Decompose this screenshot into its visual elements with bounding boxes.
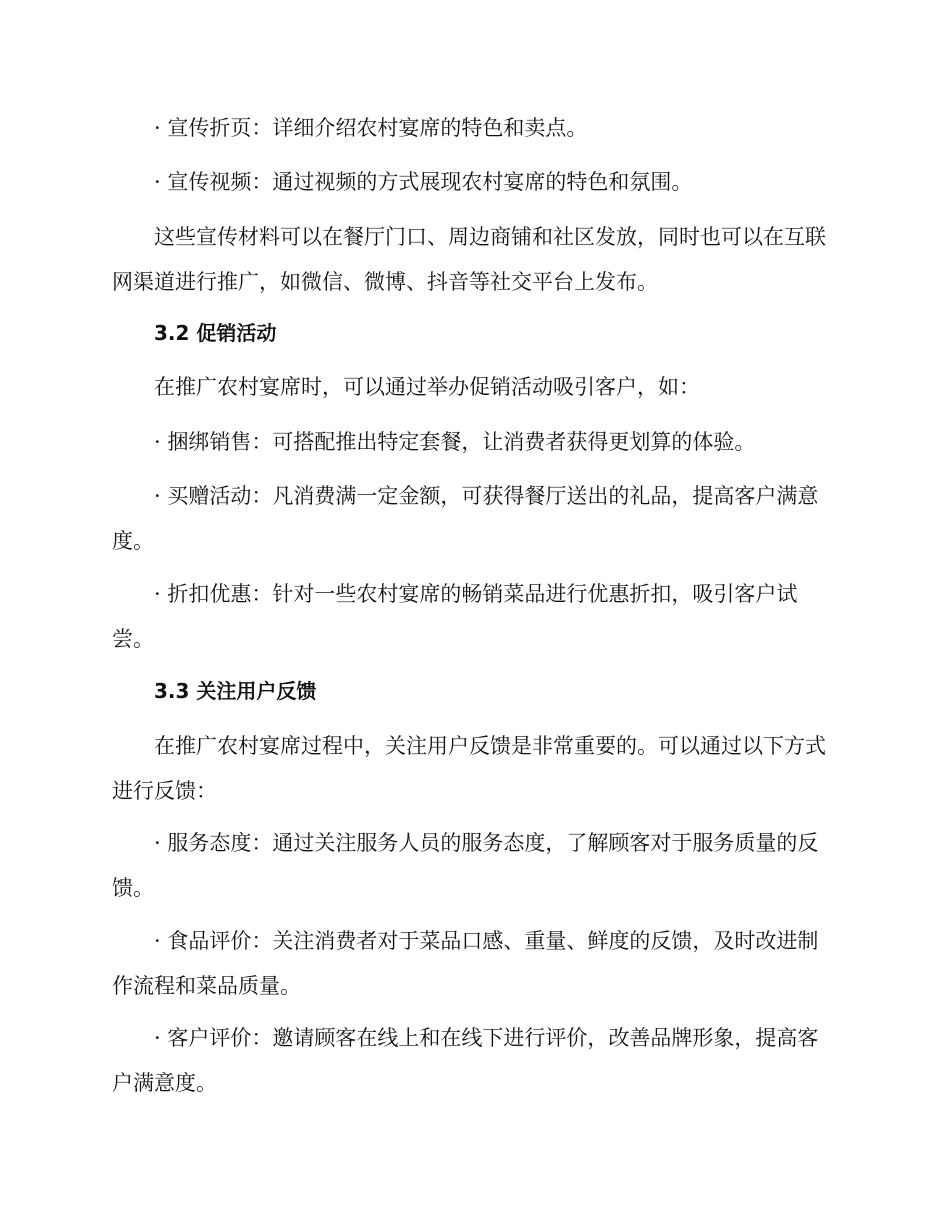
bullet-service-attitude: · 服务态度：通过关注服务人员的服务态度，了解顾客对于服务质量的反馈。	[112, 831, 819, 900]
section-heading-3-3: 3.3 关注用户反馈	[154, 679, 317, 703]
paragraph-feedback-intro: 在推广农村宴席过程中，关注用户反馈是非常重要的。可以通过以下方式进行反馈：	[112, 734, 826, 803]
bullet-promo-video: · 宣传视频：通过视频的方式展现农村宴席的特色和氛围。	[154, 170, 693, 194]
bullet-gift-offer: · 买赠活动：凡消费满一定金额，可获得餐厅送出的礼品，提高客户满意度。	[112, 484, 819, 553]
bullet-promo-brochure: · 宣传折页：详细介绍农村宴席的特色和卖点。	[154, 116, 588, 140]
paragraph-promotions-intro: 在推广农村宴席时，可以通过举办促销活动吸引客户，如：	[154, 375, 700, 399]
bullet-food-review: · 食品评价：关注消费者对于菜品口感、重量、鲜度的反馈，及时改进制作流程和菜品质量。	[112, 929, 819, 998]
bullet-bundle-sales: · 捆绑销售：可搭配推出特定套餐，让消费者获得更划算的体验。	[154, 430, 756, 454]
bullet-customer-review: · 客户评价：邀请顾客在线上和在线下进行评价，改善品牌形象，提高客户满意度。	[112, 1026, 819, 1095]
section-heading-3-2: 3.2 促销活动	[154, 321, 277, 345]
bullet-discount: · 折扣优惠：针对一些农村宴席的畅销菜品进行优惠折扣，吸引客户试尝。	[112, 582, 798, 651]
paragraph-distribution: 这些宣传材料可以在餐厅门口、周边商铺和社区发放，同时也可以在互联网渠道进行推广，如微信、微博、抖音等社交平台上发布。	[112, 225, 826, 294]
